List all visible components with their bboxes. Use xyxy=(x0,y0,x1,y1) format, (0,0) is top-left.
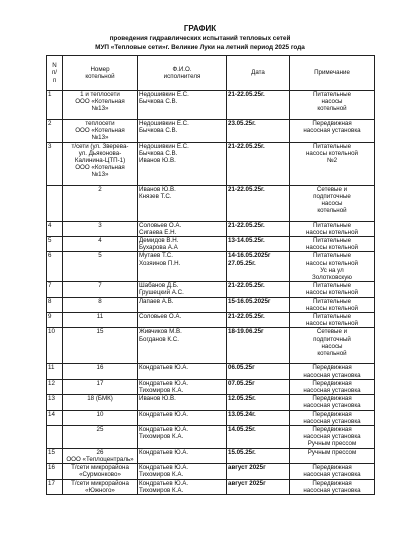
cell-line: Питательные xyxy=(312,237,352,245)
cell-line: т/сети (ул. Зверева- xyxy=(71,142,129,150)
cell-line: насосная установка xyxy=(303,127,361,135)
cell-line: п xyxy=(52,76,57,84)
note-cell xyxy=(290,410,375,425)
boiler-cell xyxy=(63,395,138,410)
cell-line: насосная установка xyxy=(303,402,361,410)
cell-line: насосы котельной xyxy=(306,149,358,157)
cell-line: Ф.И.О. xyxy=(172,65,192,73)
executors-cell xyxy=(138,221,227,236)
cell-line: Шабанов Д.Б. xyxy=(139,282,179,290)
cell-line: 18-19.06.25г xyxy=(228,328,264,336)
cell-line: 21-22.05.25г. xyxy=(228,185,265,193)
cell-line: 1 и теплосети xyxy=(80,91,120,98)
table-row xyxy=(47,91,375,120)
cell-line: 18 (БМК) xyxy=(87,395,113,403)
date-cell xyxy=(227,313,290,328)
table-row xyxy=(47,237,375,252)
table-row xyxy=(47,282,375,297)
cell-line: №13» xyxy=(91,134,109,142)
cell-line: Хозяинов П.Н. xyxy=(139,259,181,267)
date-cell xyxy=(227,379,290,394)
cell-line: Живчиков М.В. xyxy=(139,328,182,336)
note-cell xyxy=(290,364,375,379)
cell-line: Грушецкий А.С. xyxy=(139,289,184,297)
table-row xyxy=(47,221,375,236)
boiler-cell xyxy=(63,328,138,364)
cell-line: 14.05.25г. xyxy=(228,426,256,434)
cell-line: Иванов Ю.В. xyxy=(139,185,176,193)
header-date xyxy=(227,56,290,91)
cell-line: Питательные xyxy=(312,282,352,290)
cell-line: Недошивкин Е.С. xyxy=(139,91,189,98)
cell-line: 5 xyxy=(98,252,102,260)
note-cell xyxy=(290,313,375,328)
boiler-cell xyxy=(63,297,138,312)
table-row xyxy=(47,185,375,221)
note-cell xyxy=(290,479,375,494)
cell-line: 17 xyxy=(96,379,104,387)
cell-line: Сетевые и xyxy=(316,328,348,336)
cell-line: Кондратьев Ю.А. xyxy=(139,410,189,418)
cell-line: насосы котельной xyxy=(306,259,358,267)
cell-line: Соловьев О.А. xyxy=(139,221,182,229)
note-cell xyxy=(290,237,375,252)
date-cell xyxy=(227,328,290,364)
boiler-cell xyxy=(63,237,138,252)
cell-line: 07.05.25г xyxy=(228,379,255,387)
boiler-cell xyxy=(63,221,138,236)
date-cell xyxy=(227,479,290,494)
cell-line: «Сурмонково» xyxy=(79,471,121,479)
cell-line: насосы xyxy=(321,342,343,350)
cell-line: 10 xyxy=(96,410,104,418)
cell-line: Кондратьев Ю.А. xyxy=(139,464,189,472)
cell-line: 12.05.25г. xyxy=(228,395,256,403)
cell-line: п/ xyxy=(51,69,58,77)
schedule-table xyxy=(46,55,375,495)
note-cell xyxy=(290,221,375,236)
cell-line: насосы xyxy=(321,98,343,106)
cell-line: N xyxy=(52,62,57,70)
cell-line: Бычкова С.В. xyxy=(139,149,178,157)
cell-line: 2 xyxy=(98,185,102,193)
cell-line: Бухарова А.А xyxy=(139,244,178,252)
boiler-cell xyxy=(63,410,138,425)
table-header-row xyxy=(47,56,375,91)
cell-line: 16 xyxy=(96,364,104,372)
boiler-cell xyxy=(63,185,138,221)
cell-line: Передвижная xyxy=(312,395,352,403)
note-cell xyxy=(290,252,375,282)
cell-line: 27.05.25г. xyxy=(228,259,256,267)
cell-line: Т/сети микрорайона xyxy=(71,464,129,472)
boiler-cell xyxy=(63,120,138,143)
cell-line: №2 xyxy=(326,157,338,165)
cell-line: Передвижная xyxy=(312,464,352,472)
date-cell xyxy=(227,464,290,479)
cell-line: насосы котельной xyxy=(306,244,358,252)
cell-line: Примечание xyxy=(314,69,350,77)
row-number-cell: 12 xyxy=(47,379,63,394)
header-executors xyxy=(138,56,227,91)
cell-line: 26 xyxy=(96,448,104,456)
date-cell xyxy=(227,426,290,449)
row-number-cell: 16 xyxy=(47,464,63,479)
executors-cell xyxy=(138,464,227,479)
cell-line: Дата xyxy=(251,69,265,77)
cell-line: Сетевые и xyxy=(316,185,348,193)
cell-line: Питательные xyxy=(312,297,352,305)
cell-line: насосная установка xyxy=(303,433,361,441)
cell-line: Иванов Ю.В. xyxy=(139,157,176,165)
cell-line: Мутаев Т.С. xyxy=(139,252,173,260)
date-cell xyxy=(227,410,290,425)
executors-cell xyxy=(138,328,227,364)
cell-line: Передвижная xyxy=(312,410,352,418)
cell-line: Ручным прессом xyxy=(307,440,357,448)
document-title: ГРАФИК xyxy=(183,24,217,33)
cell-line: Передвижная xyxy=(312,364,352,372)
document-subtitle: проведения гидравлических испытаний тепловых сетей xyxy=(109,35,291,42)
row-number-cell: 15 xyxy=(47,448,63,463)
cell-line: ООО «Котельная xyxy=(75,98,125,106)
cell-line: Передвижная xyxy=(312,426,352,434)
cell-line: Князев Т.С. xyxy=(139,192,172,200)
document-organization-line: МУП «Тепловые сети»г. Великие Луки на летний период 2025 года xyxy=(95,44,305,51)
cell-line: август 2025г xyxy=(228,464,266,472)
cell-line: 06.05.25г xyxy=(228,364,255,372)
date-cell xyxy=(227,282,290,297)
cell-line: Передвижная xyxy=(312,379,352,387)
note-cell xyxy=(290,426,375,449)
executors-cell xyxy=(138,410,227,425)
table-row xyxy=(47,448,375,463)
date-cell xyxy=(227,297,290,312)
cell-line: 15 xyxy=(96,328,104,336)
cell-line: Питательные xyxy=(312,221,352,229)
cell-line: Тихомиров К.А. xyxy=(139,387,184,395)
note-cell xyxy=(290,297,375,312)
cell-line: 15-16.05.2025г xyxy=(228,297,271,305)
date-cell xyxy=(227,237,290,252)
cell-line: Недошивкин Е.С. xyxy=(139,120,189,127)
executors-cell xyxy=(138,142,227,185)
executors-cell xyxy=(138,395,227,410)
cell-line: 21-22.05.25г. xyxy=(228,142,265,150)
table-row xyxy=(47,395,375,410)
cell-line: Богданов К.С. xyxy=(139,335,179,343)
cell-line: 13.05.24г. xyxy=(228,410,256,418)
cell-line: насосная установка xyxy=(303,486,361,494)
note-cell xyxy=(290,379,375,394)
cell-line: №13» xyxy=(91,105,109,113)
table-row xyxy=(47,297,375,312)
header-boiler-number xyxy=(63,56,138,91)
row-number-cell: 6 xyxy=(47,252,63,282)
row-number-cell: 11 xyxy=(47,364,63,379)
cell-line: 7 xyxy=(98,282,102,290)
table-row xyxy=(47,120,375,143)
cell-line: подпиточный xyxy=(313,335,351,343)
date-cell xyxy=(227,120,290,143)
note-cell xyxy=(290,395,375,410)
cell-line: Бычкова С.В. xyxy=(139,98,178,106)
executors-cell xyxy=(138,91,227,120)
cell-line: Ручным прессом xyxy=(307,448,357,456)
cell-line: Иванов Ю.В. xyxy=(139,395,176,403)
date-cell xyxy=(227,364,290,379)
row-number-cell: 8 xyxy=(47,297,63,312)
cell-line: август 2025г xyxy=(228,479,266,487)
date-cell xyxy=(227,185,290,221)
cell-line: 21-22.05.25г. xyxy=(228,282,265,290)
executors-cell xyxy=(138,282,227,297)
boiler-cell xyxy=(63,464,138,479)
cell-line: Кондратьев Ю.А. xyxy=(139,426,189,434)
cell-line: ул. Дьяконова- xyxy=(78,149,122,157)
cell-line: Кондратьев Ю.А. xyxy=(139,448,189,456)
executors-cell xyxy=(138,120,227,143)
cell-line: 11 xyxy=(96,313,104,321)
note-cell xyxy=(290,91,375,120)
row-number-cell: 13 xyxy=(47,395,63,410)
row-number-cell: 4 xyxy=(47,221,63,236)
cell-line: 4 xyxy=(98,237,102,245)
note-cell xyxy=(290,120,375,143)
table-row xyxy=(47,479,375,494)
cell-line: Передвижная xyxy=(312,120,352,127)
note-cell xyxy=(290,185,375,221)
executors-cell xyxy=(138,426,227,449)
date-cell xyxy=(227,221,290,236)
row-number-cell: 17 xyxy=(47,479,63,494)
cell-line: Демидов В.Н. xyxy=(139,237,179,245)
cell-line: насосы котельной xyxy=(306,289,358,297)
cell-line: Питательные xyxy=(312,252,352,260)
cell-line: ООО «Теплоцентраль» xyxy=(66,455,134,463)
boiler-cell xyxy=(63,313,138,328)
cell-line: Кондратьев Ю.А. xyxy=(139,379,189,387)
table-row xyxy=(47,364,375,379)
date-cell xyxy=(227,448,290,463)
table-row xyxy=(47,142,375,185)
cell-line: Соловьев О.А. xyxy=(139,313,182,321)
date-cell xyxy=(227,252,290,282)
cell-line: Номер xyxy=(90,65,110,73)
cell-line: Т/сети микрорайона xyxy=(71,479,129,487)
cell-line: Питательные xyxy=(312,91,352,98)
cell-line: 14-16.05.2025г xyxy=(228,252,271,260)
boiler-cell xyxy=(63,426,138,449)
date-cell xyxy=(227,91,290,120)
cell-line: Кондратьев Ю.А. xyxy=(139,479,189,487)
cell-line: Тихомиров К.А. xyxy=(139,433,184,441)
cell-line: насосы xyxy=(321,200,343,208)
executors-cell xyxy=(138,297,227,312)
table-row xyxy=(47,313,375,328)
row-number-cell: 3 xyxy=(47,142,63,185)
boiler-cell xyxy=(63,379,138,394)
cell-line: насосы котельной xyxy=(306,320,358,328)
boiler-cell xyxy=(63,479,138,494)
table-row xyxy=(47,252,375,282)
table-row xyxy=(47,410,375,425)
cell-line: 21-22.05.25г. xyxy=(228,91,265,98)
cell-line: котельной xyxy=(317,350,347,358)
cell-line: Бычкова С.В. xyxy=(139,127,178,135)
boiler-cell xyxy=(63,364,138,379)
cell-line: Ус на ул xyxy=(320,266,344,274)
cell-line: Тихомиров К.А. xyxy=(139,486,184,494)
row-number-cell: 5 xyxy=(47,237,63,252)
cell-line: насосная установка xyxy=(303,371,361,379)
table-row xyxy=(47,464,375,479)
cell-line: насосы котельной xyxy=(306,304,358,312)
date-cell xyxy=(227,395,290,410)
executors-cell xyxy=(138,479,227,494)
cell-line: Тихомиров К.А. xyxy=(139,471,184,479)
cell-line: Питательные xyxy=(312,142,352,150)
table-row xyxy=(47,379,375,394)
cell-line: Калинина-ЦТП-1) xyxy=(74,157,126,165)
row-number-cell: 7 xyxy=(47,282,63,297)
cell-line: теплосети xyxy=(85,120,115,127)
cell-line: Недошивкин Е.С. xyxy=(139,142,189,150)
note-cell xyxy=(290,328,375,364)
row-number-cell: 10 xyxy=(47,328,63,364)
executors-cell xyxy=(138,364,227,379)
cell-line: ООО «Котельная xyxy=(75,164,125,172)
note-cell xyxy=(290,448,375,463)
cell-line: 23.05.25г. xyxy=(228,120,256,127)
cell-line: 3 xyxy=(98,221,102,229)
header-number xyxy=(47,56,63,91)
note-cell xyxy=(290,142,375,185)
cell-line: исполнителя xyxy=(163,73,201,80)
row-number-cell: 2 xyxy=(47,120,63,143)
executors-cell xyxy=(138,379,227,394)
cell-line: котельной xyxy=(317,105,347,113)
executors-cell xyxy=(138,185,227,221)
boiler-cell xyxy=(63,142,138,185)
cell-line: насосная установка xyxy=(303,471,361,479)
cell-line: насосная установка xyxy=(303,387,361,395)
cell-line: подпиточные xyxy=(313,192,351,200)
cell-line: Сигаева Е.Н. xyxy=(139,228,177,236)
boiler-cell xyxy=(63,91,138,120)
cell-line: №13» xyxy=(91,171,109,179)
cell-line: «Южного» xyxy=(85,486,115,494)
cell-line: Питательные xyxy=(312,313,352,321)
cell-line: 25 xyxy=(96,426,104,434)
boiler-cell xyxy=(63,282,138,297)
row-number-cell: 9 xyxy=(47,313,63,328)
cell-line: котельной xyxy=(85,73,115,80)
cell-line: Лапаев А.В. xyxy=(139,297,174,305)
date-cell xyxy=(227,142,290,185)
executors-cell xyxy=(138,448,227,463)
executors-cell xyxy=(138,313,227,328)
cell-line: 15.05.25г. xyxy=(228,448,256,456)
executors-cell xyxy=(138,237,227,252)
cell-line: насосная установка xyxy=(303,417,361,425)
cell-line: Золотковскую xyxy=(312,274,352,282)
cell-line: Кондратьев Ю.А. xyxy=(139,364,189,372)
cell-line: ООО «Котельная xyxy=(75,127,125,135)
cell-line: 13-14.05.25г. xyxy=(228,237,265,245)
cell-line: 8 xyxy=(98,297,102,305)
table-row xyxy=(47,426,375,449)
boiler-cell xyxy=(63,448,138,463)
header-note xyxy=(290,56,375,91)
row-number-cell xyxy=(47,426,63,449)
cell-line: 21-22.05.25г. xyxy=(228,221,265,229)
cell-line: насосы котельной xyxy=(306,228,358,236)
note-cell xyxy=(290,282,375,297)
cell-line: Передвижная xyxy=(312,479,352,487)
row-number-cell xyxy=(47,185,63,221)
boiler-cell xyxy=(63,252,138,282)
note-cell xyxy=(290,464,375,479)
row-number-cell: 14 xyxy=(47,410,63,425)
cell-line: 21-22.05.25г. xyxy=(228,313,265,321)
table-row xyxy=(47,328,375,364)
executors-cell xyxy=(138,252,227,282)
cell-line: котельной xyxy=(317,207,347,215)
row-number-cell: 1 xyxy=(47,91,63,120)
